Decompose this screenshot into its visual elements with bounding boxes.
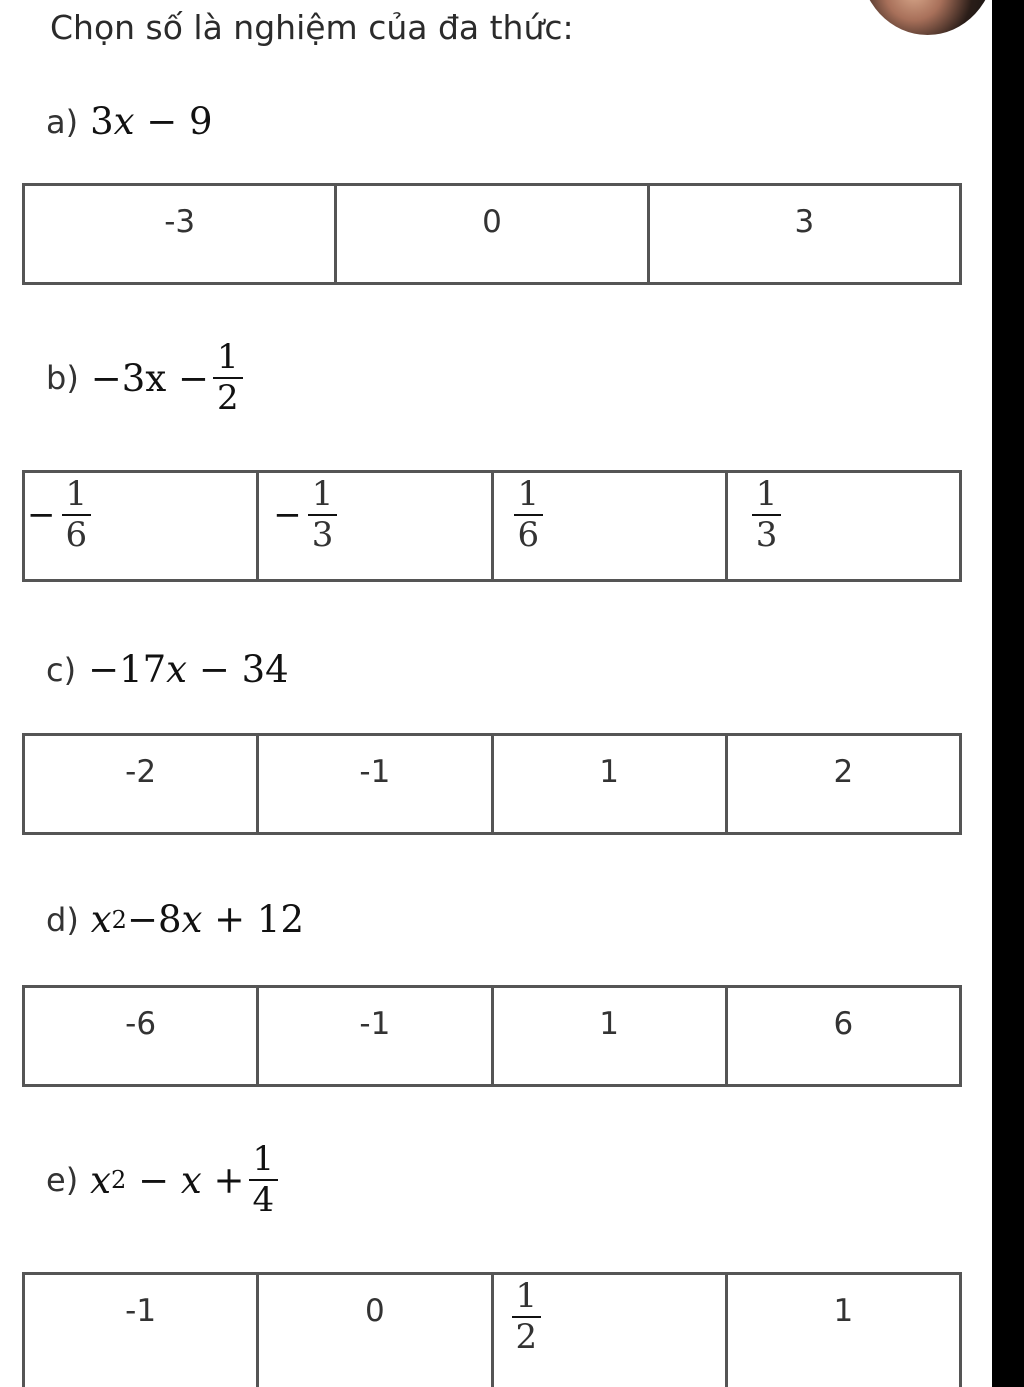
variable: x <box>180 1158 202 1202</box>
option-text: -6 <box>125 1006 157 1042</box>
variable: x <box>90 898 112 941</box>
term: −8 <box>126 898 182 941</box>
option-text: 6 <box>833 1006 854 1042</box>
numerator: 1 <box>65 474 88 514</box>
question-b-label: b) <box>46 359 79 398</box>
coef: 3 <box>90 100 114 143</box>
sign: − <box>27 495 56 536</box>
option-b-3[interactable] <box>491 473 725 579</box>
question-d <box>46 898 304 941</box>
numerator: 1 <box>216 337 239 377</box>
question-e-label: e) <box>46 1161 79 1200</box>
question-d-expression <box>91 898 304 941</box>
question-e <box>46 1140 282 1220</box>
variable: x <box>181 898 203 941</box>
option-c-4[interactable] <box>725 736 959 832</box>
option-fraction <box>27 475 95 555</box>
denominator: 3 <box>752 514 782 555</box>
question-b-expression <box>91 338 247 418</box>
question-c-expression <box>88 648 289 691</box>
option-fraction <box>508 475 548 555</box>
coef: −17 <box>88 648 167 691</box>
option-e-2[interactable] <box>256 1275 490 1387</box>
question-d-label: d) <box>46 900 79 939</box>
question-a <box>46 100 213 143</box>
question-b <box>46 338 247 418</box>
option-d-4[interactable] <box>725 988 959 1084</box>
option-text: 1 <box>833 1293 854 1329</box>
options-a <box>22 183 962 285</box>
option-fraction <box>273 475 341 555</box>
question-c <box>46 648 289 691</box>
variable: x <box>113 100 135 143</box>
fraction <box>213 338 243 418</box>
numerator: 1 <box>311 474 334 514</box>
question-e-expression <box>90 1140 282 1220</box>
fraction <box>249 1140 279 1220</box>
option-a-2[interactable] <box>334 186 646 282</box>
numerator: 1 <box>252 1139 275 1179</box>
option-c-1[interactable] <box>25 736 256 832</box>
option-d-3[interactable] <box>491 988 725 1084</box>
denominator: 3 <box>308 514 338 555</box>
exponent: 2 <box>111 1166 127 1195</box>
option-text: 1 <box>599 754 619 790</box>
option-fraction <box>746 475 786 555</box>
option-e-4[interactable] <box>725 1275 959 1387</box>
question-a-expression <box>90 100 213 143</box>
option-text: 0 <box>482 204 502 240</box>
lead-term: −3x − <box>90 356 209 400</box>
option-b-1[interactable] <box>25 473 256 579</box>
option-b-2[interactable] <box>256 473 490 579</box>
numerator: 1 <box>517 474 540 514</box>
option-text: 2 <box>833 754 854 790</box>
page-title: Chọn số là nghiệm của đa thức: <box>50 8 574 47</box>
denominator: 2 <box>512 1316 542 1357</box>
operator: + <box>213 1158 245 1202</box>
option-text: 3 <box>794 204 815 240</box>
question-c-label: c) <box>46 650 77 689</box>
option-text: -1 <box>359 754 391 790</box>
option-e-3[interactable] <box>491 1275 725 1387</box>
option-text: -3 <box>164 204 196 240</box>
avatar <box>860 0 992 35</box>
sign: − <box>273 495 302 536</box>
variable: x <box>90 1158 112 1202</box>
option-e-1[interactable] <box>25 1275 256 1387</box>
options-c <box>22 733 962 835</box>
option-d-2[interactable] <box>256 988 490 1084</box>
option-d-1[interactable] <box>25 988 256 1084</box>
option-text: -2 <box>125 754 157 790</box>
option-text: 0 <box>365 1293 385 1329</box>
exponent: 2 <box>111 905 127 934</box>
option-text: 1 <box>599 1006 619 1042</box>
option-fraction <box>508 1277 546 1357</box>
denominator: 6 <box>62 514 92 555</box>
variable: x <box>166 648 188 691</box>
option-text: -1 <box>125 1293 157 1329</box>
option-a-1[interactable] <box>25 186 334 282</box>
constant: − 34 <box>198 648 289 691</box>
denominator: 4 <box>249 1179 279 1220</box>
options-b <box>22 470 962 582</box>
option-b-4[interactable] <box>725 473 959 579</box>
options-d <box>22 985 962 1087</box>
numerator: 1 <box>755 474 778 514</box>
denominator: 2 <box>213 377 243 418</box>
numerator: 1 <box>515 1276 538 1316</box>
question-a-label: a) <box>46 102 79 141</box>
option-a-3[interactable] <box>647 186 959 282</box>
denominator: 6 <box>514 514 544 555</box>
operator: − <box>138 1158 170 1202</box>
options-e <box>22 1272 962 1387</box>
constant: + 12 <box>214 898 304 941</box>
option-c-2[interactable] <box>256 736 490 832</box>
option-c-3[interactable] <box>491 736 725 832</box>
constant: − 9 <box>146 100 213 143</box>
option-text: -1 <box>359 1006 391 1042</box>
